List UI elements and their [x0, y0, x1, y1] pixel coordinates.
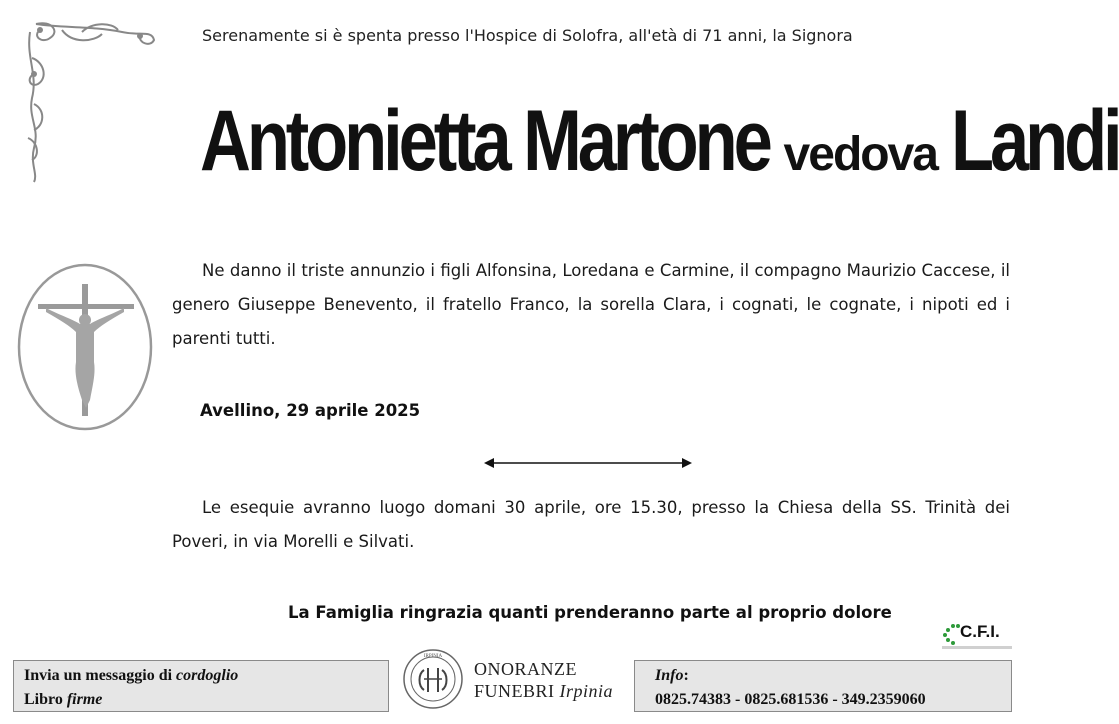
- deceased-first-names: Antonietta Martone: [200, 93, 769, 189]
- brand-line1: ONORANZE: [474, 659, 577, 679]
- place-date: Avellino, 29 aprile 2025: [200, 401, 421, 420]
- condolence-box[interactable]: [13, 660, 389, 712]
- info-label: Info: [655, 667, 684, 684]
- funeral-text: Le esequie avranno luogo domani 30 aprile, ore 15.30, presso la Chiesa della SS. Trinità dei Poveri, in via Morelli e Silvati.: [172, 498, 1010, 551]
- info-box: Info: 0825.74383 - 0825.681536 - 349.2359060: [634, 660, 1012, 712]
- logo-ring-text: IRPINIA: [423, 654, 443, 659]
- double-arrow-icon: [484, 455, 692, 471]
- thanks-text: La Famiglia ringrazia quanti prenderanno parte al proprio dolore: [288, 603, 892, 622]
- crucifix-icon: [16, 262, 154, 432]
- cfi-logo-text: C.F.I.: [960, 622, 1000, 641]
- onoranze-logo-icon: [402, 648, 464, 710]
- deceased-name: [200, 92, 1119, 202]
- brand-line2: FUNEBRI Irpinia: [474, 681, 614, 701]
- deceased-surname: Landi: [950, 93, 1119, 189]
- corner-ornament-icon: [22, 18, 158, 186]
- intro-text: Serenamente si è spenta presso l'Hospice di Solofra, all'età di 71 anni, la Signora: [202, 26, 853, 45]
- condolence-link[interactable]: Invia un messaggio di cordoglio: [24, 667, 239, 684]
- onoranze-brand: [474, 658, 613, 702]
- cfi-logo: [940, 620, 1014, 652]
- deceased-vedova: vedova: [783, 128, 937, 181]
- guestbook-link[interactable]: Libro firme: [24, 691, 103, 708]
- announcement-text: Ne danno il triste annunzio i figli Alfonsina, Loredana e Carmine, il compagno Maurizio Caccese, il genero Giuseppe Benevento, il fratello Franco, la sorella Clara, i cognati, le cognate, i nipoti ed i parenti tutti.: [172, 261, 1010, 348]
- phone-numbers[interactable]: 0825.74383 - 0825.681536 - 349.2359060: [655, 691, 926, 708]
